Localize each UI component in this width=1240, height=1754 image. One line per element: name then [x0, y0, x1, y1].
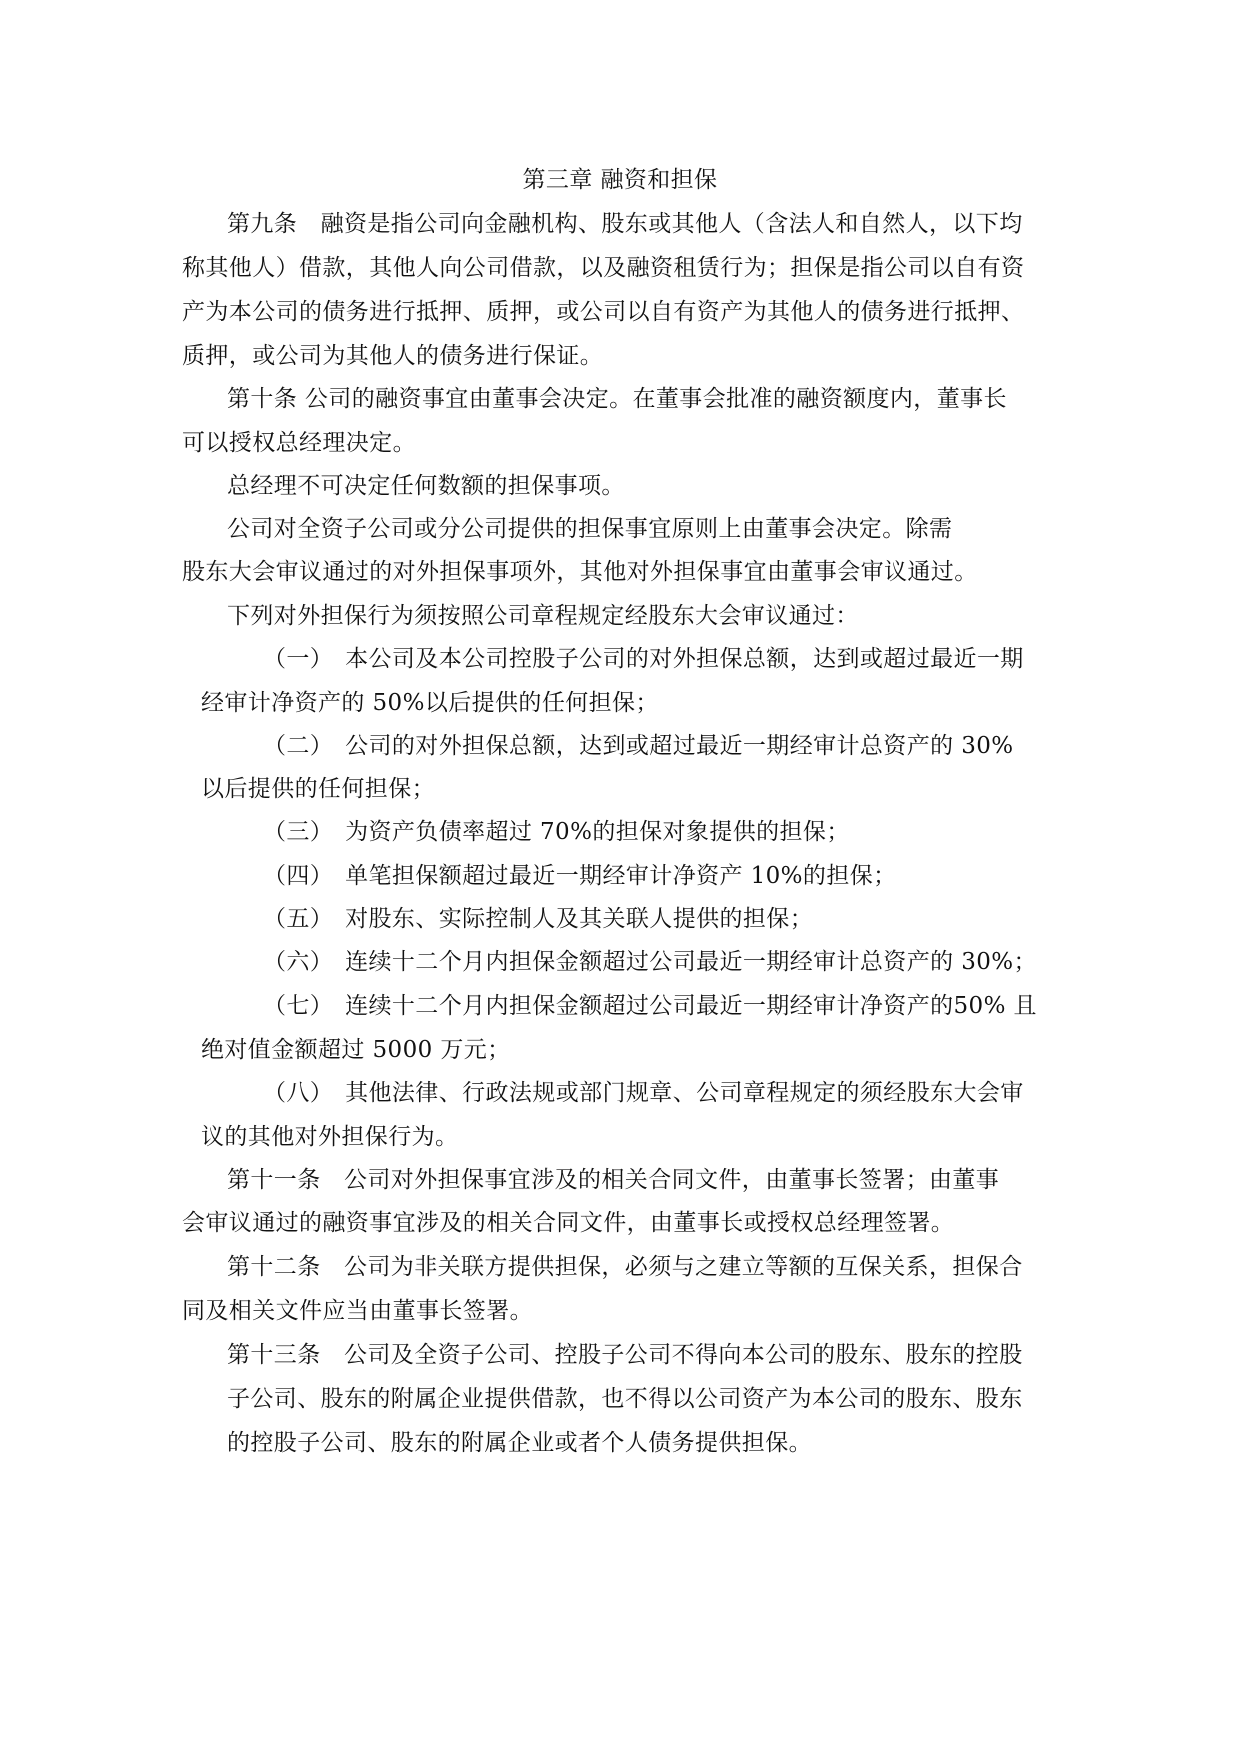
subsidiary-paragraph-line-2: 股东大会审议通过的对外担保事项外，其他对外担保事宜由董事会审议通过。 [182, 559, 978, 585]
list-item-8-line-2: 议的其他对外担保行为。 [201, 1124, 459, 1150]
list-intro: 下列对外担保行为须按照公司章程规定经股东大会审议通过： [227, 603, 859, 629]
article-9-line-1: 第九条 融资是指公司向金融机构、股东或其他人（含法人和自然人，以下均 [227, 211, 1023, 237]
article-10-line-1: 第十条 公司的融资事宜由董事会决定。在董事会批准的融资额度内，董事长 [227, 386, 1007, 412]
list-item-2-line-1: （二） 公司的对外担保总额，达到或超过最近一期经审计总资产的 30% [263, 733, 1014, 759]
article-9-line-4: 质押，或公司为其他人的债务进行保证。 [182, 343, 604, 369]
list-item-1-line-2: 经审计净资产的 50%以后提供的任何担保； [201, 690, 659, 716]
list-item-7-line-1: （七） 连续十二个月内担保金额超过公司最近一期经审计净资产的50% 且 [263, 993, 1037, 1019]
list-item-7-line-2: 绝对值金额超过 5000 万元； [201, 1037, 511, 1063]
list-item-4: （四） 单笔担保额超过最近一期经审计净资产 10%的担保； [263, 863, 897, 889]
list-item-2-line-2: 以后提供的任何担保； [201, 776, 435, 802]
article-9-line-3: 产为本公司的债务进行抵押、质押，或公司以自有资产为其他人的债务进行抵押、 [182, 299, 1025, 325]
article-11-line-1: 第十一条 公司对外担保事宜涉及的相关合同文件，由董事长签署；由董事 [227, 1167, 1000, 1193]
article-12-line-1: 第十二条 公司为非关联方提供担保，必须与之建立等额的互保关系，担保合 [227, 1254, 1023, 1280]
article-13-line-3: 的控股子公司、股东的附属企业或者个人债务提供担保。 [227, 1430, 812, 1456]
chapter-title: 第三章 融资和担保 [522, 167, 718, 193]
gm-guarantee-paragraph: 总经理不可决定任何数额的担保事项。 [227, 473, 625, 499]
article-12-line-2: 同及相关文件应当由董事长签署。 [182, 1298, 533, 1324]
article-10-line-2: 可以授权总经理决定。 [182, 430, 416, 456]
article-13-line-2: 子公司、股东的附属企业提供借款，也不得以公司资产为本公司的股东、股东 [227, 1386, 1023, 1412]
list-item-3: （三） 为资产负债率超过 70%的担保对象提供的担保； [263, 819, 850, 845]
list-item-5: （五） 对股东、实际控制人及其关联人提供的担保； [263, 906, 814, 932]
list-item-1-line-1: （一） 本公司及本公司控股子公司的对外担保总额，达到或超过最近一期 [263, 646, 1024, 672]
subsidiary-paragraph-line-1: 公司对全资子公司或分公司提供的担保事宜原则上由董事会决定。除需 [227, 516, 953, 542]
list-item-8-line-1: （八） 其他法律、行政法规或部门规章、公司章程规定的须经股东大会审 [263, 1080, 1024, 1106]
article-11-line-2: 会审议通过的融资事宜涉及的相关合同文件，由董事长或授权总经理签署。 [182, 1210, 955, 1236]
list-item-6: （六） 连续十二个月内担保金额超过公司最近一期经审计总资产的 30%； [263, 949, 1037, 975]
article-13-line-1: 第十三条 公司及全资子公司、控股子公司不得向本公司的股东、股东的控股 [227, 1342, 1023, 1368]
article-9-line-2: 称其他人）借款，其他人向公司借款，以及融资租赁行为；担保是指公司以自有资 [182, 255, 1025, 281]
